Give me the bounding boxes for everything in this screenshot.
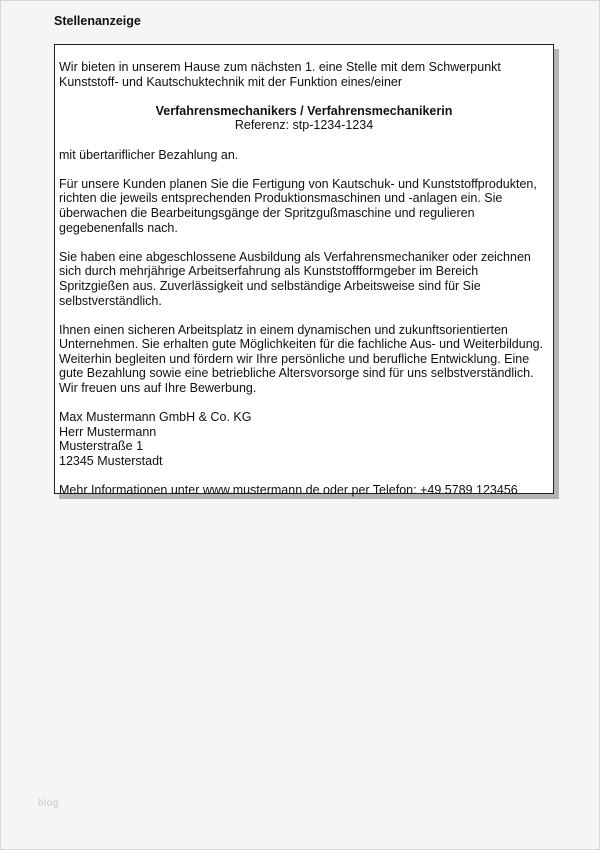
tasks-paragraph: Für unsere Kunden planen Sie die Fertigung von Kautschuk- und Kunststoffprodukten, richten die jeweils entsprechenden Produktionsmaschinen und -anlagen ein. Sie überwachen die Bearbeitungsgänge der Spritzgußmaschine und regulieren gegebenenfalls nach. — [59, 176, 537, 235]
reference-number: Referenz: stp-1234-1234 — [234, 118, 374, 133]
contact-person: Herr Mustermann — [59, 424, 157, 439]
company-name: Max Mustermann GmbH & Co. KG — [59, 410, 252, 425]
more-info: Mehr Informationen unter www.mustermann.de oder per Telefon: +49 5789 123456 — [59, 483, 518, 498]
page-title: Stellenanzeige — [54, 14, 141, 28]
job-title: Verfahrensmechanikers / Verfahrensmechanikerin — [155, 103, 453, 118]
street: Musterstraße 1 — [59, 439, 144, 454]
offer-paragraph: Ihnen einen sicheren Arbeitsplatz in einem dynamischen und zukunftsorientierten Unternehmen. Sie erhalten gute Möglichkeiten für die fachliche Aus- und Weiterbildung. Weiterhin begleiten und fördern wir Ihre persönliche und berufliche Entwicklung. Eine gute Bezahlung sowie eine betriebliche Altersvorsorge sind für uns selbstverständlich. Wir freuen uns auf Ihre Bewerbung. — [59, 322, 544, 396]
city: 12345 Musterstadt — [59, 454, 163, 469]
job-ad-box — [54, 44, 554, 498]
address-block — [59, 410, 549, 468]
watermark: blog — [38, 798, 59, 809]
job-title-block — [59, 104, 549, 133]
profile-paragraph: Sie haben eine abgeschlossene Ausbildung als Verfahrensmechaniker oder zeichnen sich durch mehrjährige Arbeitserfahrung als Kunststoffformgeber im Bereich Spritzgießen aus. Zuverlässigkeit und selbständige Arbeitsweise sind für Sie selbstverständlich. — [59, 249, 531, 308]
intro-paragraph: Wir bieten in unserem Hause zum nächsten 1. eine Stelle mit dem Schwerpunkt Kunststoff- und Kautschuktechnik mit der Funktion eines/einer — [59, 60, 501, 89]
salary-line: mit übertariflicher Bezahlung an. — [59, 147, 239, 162]
